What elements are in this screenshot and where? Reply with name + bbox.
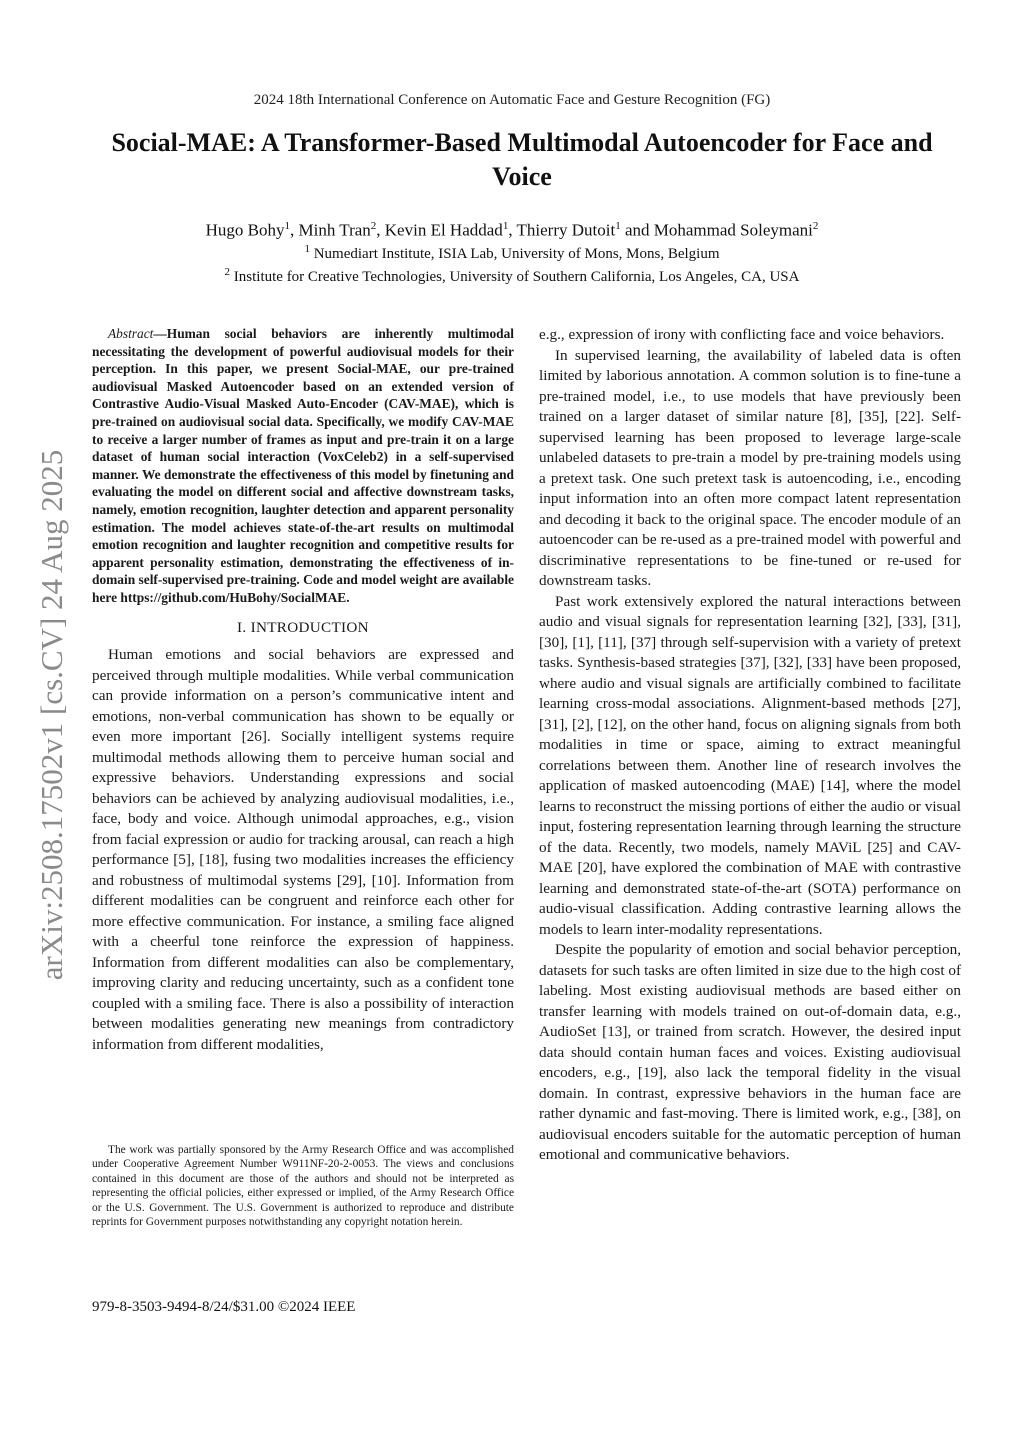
abstract-text: Human social behaviors are inherently multimodal necessitating the development of powerful audiovisual models for their perception. In this paper, we present Social-MAE, our pre-trained audiovisual Masked Autoencoder based on an extended version of Contrastive Audio-Visual Masked Auto-Encoder (CAV-MAE), which is pre-trained on audiovisual social data. Specifically, we modify CAV-MAE to receive a larger number of frames as input and pre-train it on a large dataset of human social interaction (VoxCeleb2) in a self-supervised manner. We demonstrate the effectiveness of this model by finetuning and evaluating the model on different social and affective downstream tasks, namely, emotion recognition, laughter detection and apparent personality estimation. The model achieves state-of-the-art results on multimodal emotion recognition and laughter recognition and competitive results for apparent personality estimation, demonstrating the effectiveness of in-domain self-supervised pre-training. Code and model weight are available here https://github.com/HuBohy/SocialMAE. [92,326,514,605]
intro-paragraph: Human emotions and social behaviors are expressed and perceived through multiple modalities. While verbal communication can provide information on a person’s communicative intent and emotions, non-verbal communication has shown to be equally or even more important [26]. Socially intelligent systems require multimodal methods allowing them to perceive human social and expressive behaviors. Understanding expressions and social behaviors can be achieved by analyzing audiovisual modalities, i.e., face, body and voice. Although unimodal approaches, e.g., vision from facial expression or audio for tracking arousal, can reach a high performance [5], [18], fusing two modalities increases the efficiency and robustness of multimodal systems [29], [10]. Information from different modalities can be congruent and reinforce each other for more effective communication. For instance, a smiling face aligned with a cheerful tone reinforce the expression of happiness. Information from different modalities can also be complementary, improving clarity and reducing uncertainty, such as a confident tone coupled with a smiling face. There is also a possibility of interaction between modalities generating new meanings from contradictory information from different modalities, [92,646,514,1053]
author-affil-mark: 1 [615,220,621,232]
abstract-dash: — [153,326,167,341]
conference-header: 2024 18th International Conference on Automatic Face and Gesture Recognition (FG) [253,92,771,108]
body-paragraph: Despite the popularity of emotion and social behavior perception, datasets for such tasks are often limited in size due to the high cost of labeling. Most existing audiovisual methods are based either on transfer learning with models trained on out-of-domain data, e.g., AudioSet [13], or trained from scratch. However, the desired input data should contain human faces and voices. Existing audiovisual encoders, e.g., [19], also lack the temporal fidelity in the visual domain. In contrast, expressive behaviors in the human face are rather dynamic and fast-moving. There is limited work, e.g., [38], on audiovisual encoders suitable for the automatic perception of human emotional and communicative behaviors. [539,941,961,1163]
abstract-label: Abstract [108,326,154,341]
author-name: Minh Tran [298,220,371,240]
author-name: Hugo Bohy [205,220,285,240]
author-affil-mark: 2 [812,220,819,232]
author-name: Kevin El Haddad [384,220,503,240]
author-list [0,220,1024,241]
copyright-notice: 979-8-3503-9494-8/24/$31.00 ©2024 IEEE [92,1299,356,1315]
affiliation-2 [0,266,1024,286]
affiliation-1 [0,243,1024,263]
author-affil-mark: 1 [284,220,290,232]
author-affil-mark: 2 [370,220,377,232]
arxiv-sidebar-id: arXiv:2508.17502v1 [cs.CV] 24 Aug 2025 [34,449,69,981]
author-affil-mark: 1 [502,220,509,232]
right-column [539,325,961,1166]
author-separator: , [376,220,385,240]
body-paragraph: Past work extensively explored the natural interactions between audio and visual signals for representation learning [32], [33], [31], [30], [1], [11], [37] through self-supervision with a variety of pretext tasks. Synthesis-based strategies [37], [32], [33] have been proposed, where audio and visual signals are artificially combined to facilitate learning cross-modal associations. Alignment-based methods [27], [31], [2], [12], on the other hand, focus on aligning signals from both modalities in time or space, aiming to extract meaningful correlations between them. Another line of research involves the application of masked autoencoding (MAE) [14], where the model learns to reconstruct the missing portions of either the audio or visual input, fostering representation learning through learning the structure of the data. Recently, two models, namely MAViL [25] and CAV-MAE [20], have explored the combination of MAE with contrastive learning and demonstrated state-of-the-art (SOTA) performance on audio-visual classification. Adding contrastive learning allows the models to learn inter-modality representations. [539,592,961,938]
affiliation-text: Numediart Institute, ISIA Lab, University of Mons, Mons, Belgium [313,246,720,262]
affiliation-number: 1 [304,243,310,255]
body-paragraph: e.g., expression of irony with conflicting face and voice behaviors. [539,326,945,343]
body-paragraph: In supervised learning, the availability of labeled data is often limited by laborious annotation. A common solution is to fine-tune a pre-trained model, i.e., to use models that have previously been trained on a larger dataset of similar nature [8], [35], [22]. Self-supervised learning has been proposed to leverage large-scale unlabeled datasets to pre-train a model by pre-training models using a pretext task. One such pretext task is autoencoding, i.e., encoding input information into an often more compact latent representation and decoding it back to the original space. The encoder module of an autoencoder can be re-used as a pre-trained model with powerful and discriminative representations to be fine-tuned or re-used for downstream tasks. [539,346,961,589]
abstract [92,325,514,607]
author-name: Thierry Dutoit [516,220,616,240]
paper-title: Social-MAE: A Transformer-Based Multimodal Autoencoder for Face and Voice [111,128,933,191]
left-column [92,325,514,1055]
author-separator: and [620,220,654,240]
section-heading-introduction: I. INTRODUCTION [237,618,369,636]
author-name: Mohammad Soleymani [653,220,813,240]
author-separator: , [290,220,299,240]
affiliation-number: 2 [224,266,231,278]
funding-footnote: The work was partially sponsored by the Army Research Office and was accomplished under Cooperative Agreement Number W911NF-20-2-0053. The views and conclusions contained in this document are those of the authors and should not be interpreted as representing the official policies, either expressed or implied, of the Army Research Office or the U.S. Government. The U.S. Government is authorized to reproduce and distribute reprints for Government purposes notwithstanding any copyright notation herein. [92,1144,514,1229]
author-separator: , [508,220,517,240]
affiliation-text: Institute for Creative Technologies, University of Southern California, Los Angeles, CA, USA [233,269,800,285]
